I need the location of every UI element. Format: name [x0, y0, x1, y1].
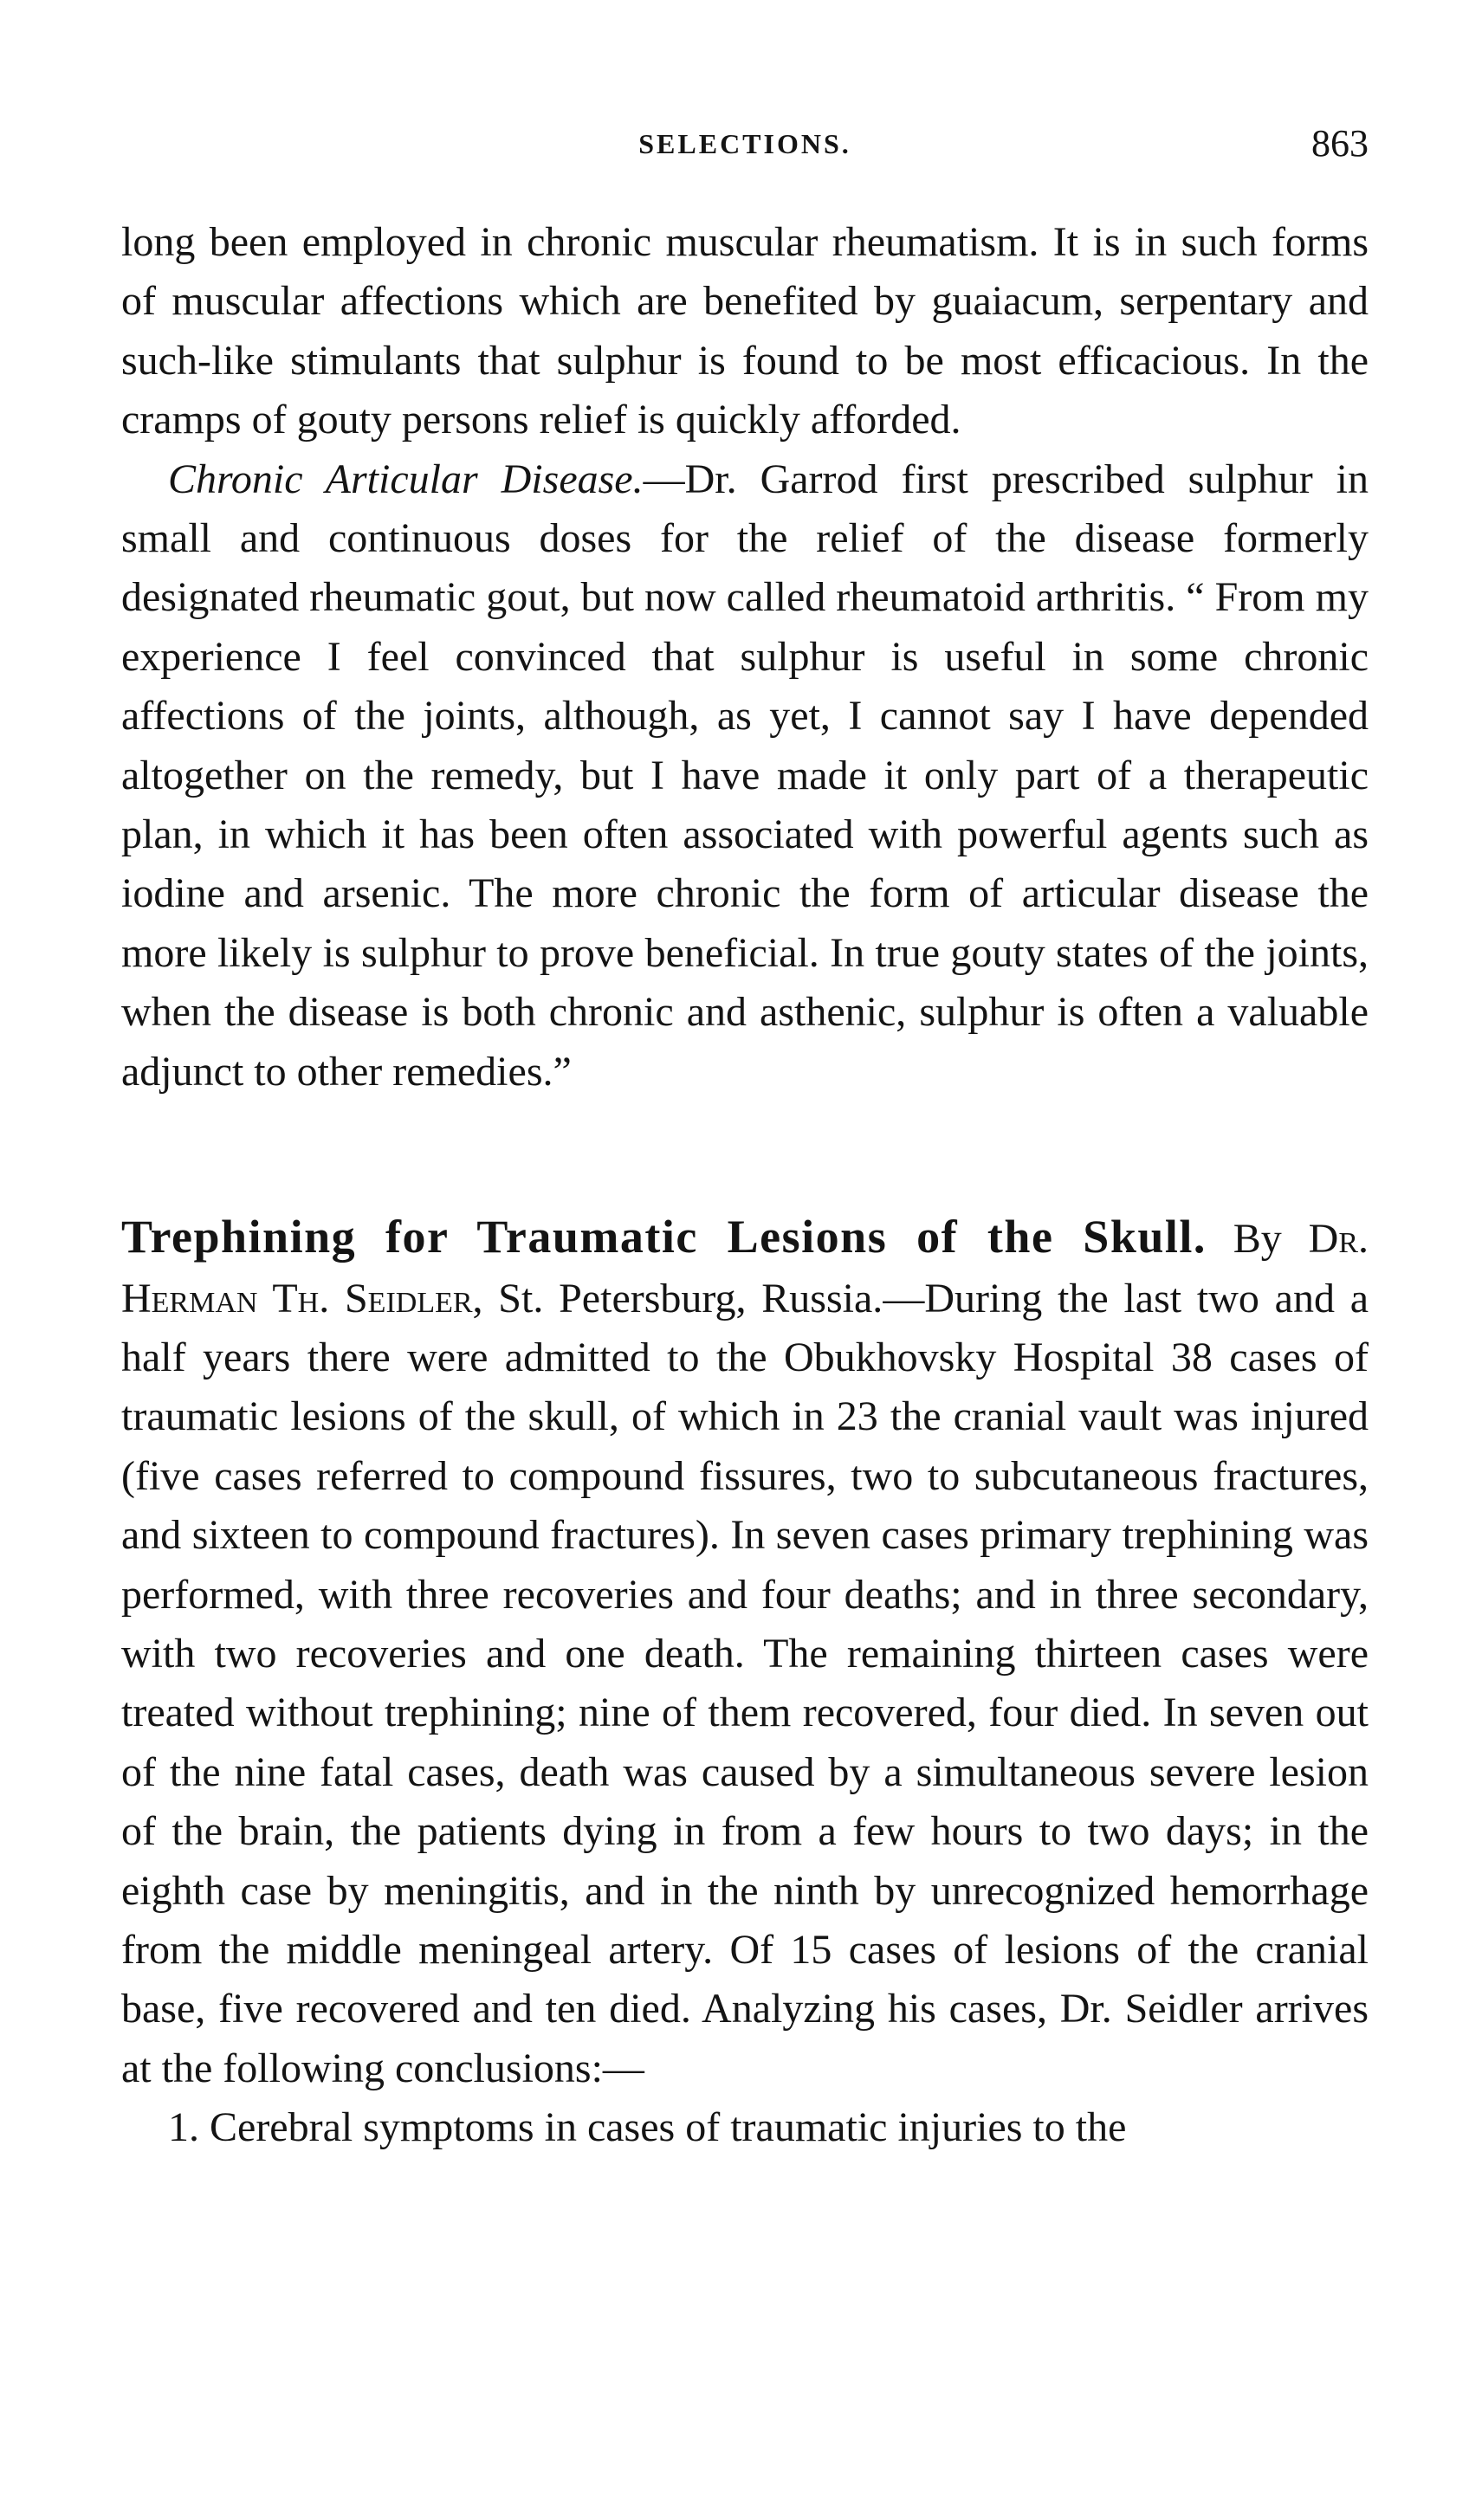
byline-place: , St. Petersburg, Russia.	[472, 1275, 883, 1321]
list-item-text: Cerebral symptoms in cases of traumatic injuries to the	[210, 2104, 1127, 2151]
byline-prefix: By	[1233, 1216, 1282, 1263]
article-heading: Trephining for Traumatic Lesions of the Skull.	[121, 1211, 1207, 1263]
paragraph-run-in-title: Chronic Articular Disease.	[168, 456, 644, 502]
article-text: —During the last two and a half years there were admitted to the Obukhovsky Hospital 38 cases of traumatic lesions of the skull, of which in 23 the cranial vault was injured (five cases referred to compound fissures, two to subcutaneous fractures, and sixteen to compound fractures). In seven cases primary trephining was performed, with three recoveries and four deaths; and in three secondary, with two recoveries and one death. The remaining thirteen cases were treated without trephining; nine of them recovered, four died. In seven out of the nine fatal cases, death was caused by a simultaneous severe lesion of the brain, the patients dying in from a few hours to two days; in the eighth case by meningitis, and in the ninth by unrecognized hemorrhage from the middle meningeal artery. Of 15 cases of lesions of the cranial base, five recovered and ten died. Analyzing his cases, Dr. Seidler arrives at the following conclusions:—	[121, 1275, 1369, 2091]
running-head	[121, 121, 1369, 165]
book-page	[121, 0, 1369, 2520]
page-number: 863	[1311, 122, 1369, 165]
article-trephining	[121, 1207, 1369, 2098]
running-title: SELECTIONS.	[638, 128, 851, 159]
list-number: 1.	[168, 2104, 199, 2151]
paragraph-chronic-articular-disease	[121, 450, 1369, 1102]
paragraph-continuation: long been employed in chronic muscular rheumatism. It is in such forms of muscular affections which are benefited by guaiacum, serpentary and such-like stimulants that sulphur is found to be most efficacious. In the cramps of gouty persons relief is quickly afforded.	[121, 219, 1369, 443]
byline-author: Dr. Herman Th. Seidler	[121, 1216, 1369, 1321]
section-spacer	[121, 1102, 1369, 1207]
page-body	[121, 213, 1369, 2158]
paragraph-text: —Dr. Garrod first prescribed sulphur in small and continuous doses for the relief of the disease formerly designated rheumatic gout, but now called rheumatoid arthritis. “ From my experience I feel convinced that sulphur is useful in some chronic affections of the joints, although, as yet, I cannot say I have depended altogether on the remedy, but I have made it only part of a therapeutic plan, in which it has been often associated with powerful agents such as iodine and arsenic. The more chronic the form of articular disease the more likely is sulphur to prove beneficial. In true gouty states of the joints, when the disease is both chronic and asthenic, sulphur is often a valuable adjunct to other remedies.”	[121, 456, 1369, 1095]
numbered-conclusion-1	[121, 2098, 1369, 2157]
